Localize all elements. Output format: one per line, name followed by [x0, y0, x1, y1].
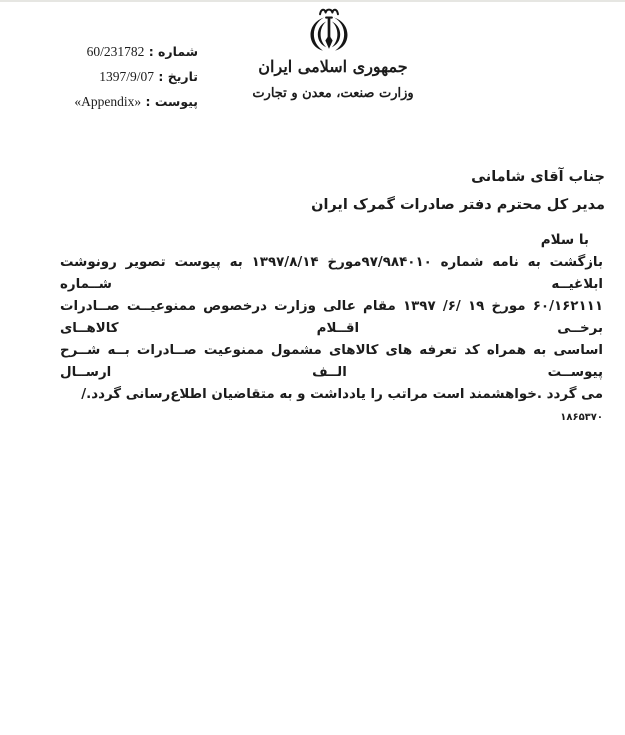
meta-separator: : — [141, 94, 155, 109]
meta-row-attachment — [28, 94, 198, 110]
meta-row-number — [28, 44, 198, 60]
body-line-4 — [60, 384, 603, 429]
body-line-4-text: می گردد .خواهشمند است مراتب را یادداشت و به متقاضیان اطلاع‌رسانی گردد./ — [81, 387, 603, 402]
body-line-1: بازگشت به نامه شماره ۹۷/۹۸۴۰۱۰مورخ ۱۳۹۷/۸/۱۴ به پیوست تصویر رونوشت ابلاغیــه شــماره — [60, 255, 603, 292]
meta-number-label: شماره — [158, 44, 198, 59]
recipient-title: مدیر کل محترم دفتر صادرات گمرک ایران — [311, 197, 605, 213]
meta-separator: : — [154, 69, 168, 84]
letter-meta-block — [28, 44, 198, 110]
meta-date-value: 1397/9/07 — [99, 69, 154, 84]
header-country-title: جمهوری اسلامی ایران — [258, 57, 408, 76]
body-line-2: ۶۰/۱۶۲۱۱۱ مورخ ۱۹ /۶/ ۱۳۹۷ مقام عالی وزارت درخصوص ممنوعیــت صــادرات برخــی اقــلام کالاهــای — [60, 299, 603, 336]
header-ministry-title: وزارت صنعت، معدن و تجارت — [252, 86, 414, 101]
recipient-block — [311, 163, 605, 219]
meta-row-date — [28, 69, 198, 85]
reference-number: ۱۸۶۵۳۷۰ — [560, 412, 603, 423]
page-top-rule — [0, 0, 625, 2]
meta-number-value: 60/231782 — [86, 44, 145, 59]
body-line-3: اساسی به همراه کد تعرفه های کالاهای مشمول ممنوعیت صــادرات بــه شــرح پیوســت الــف ارســال — [60, 343, 603, 380]
meta-date-label: تاریخ — [167, 69, 198, 84]
iran-emblem-icon — [301, 4, 357, 58]
meta-attachment-label: پیوست — [154, 94, 198, 109]
letter-body — [60, 252, 603, 429]
recipient-name: جناب آقای شامانی — [471, 169, 605, 185]
salutation-text: با سلام — [540, 232, 589, 248]
meta-attachment-value: «Appendix» — [74, 94, 142, 109]
meta-separator: : — [144, 44, 159, 59]
